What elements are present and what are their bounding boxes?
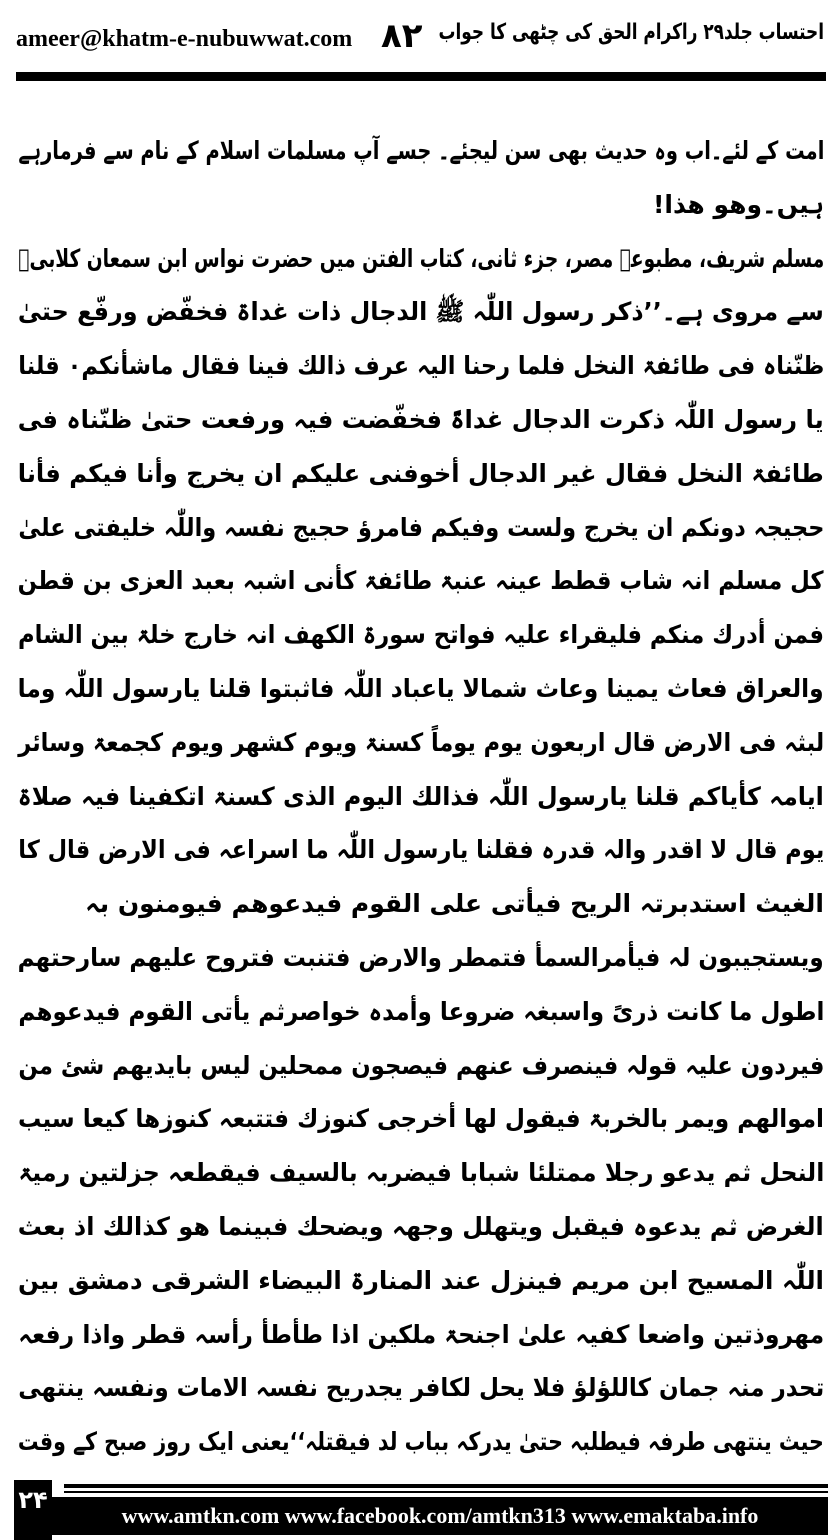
text-line: ایامہ کأیاکم قلنا یارسول اللّٰہ فذالك الیوم الذی کسنۃ اتکفینا فیہ صلاۃ [18, 781, 824, 811]
header-email: ameer@khatm-e-nubuwwat.com [16, 26, 353, 52]
text-line-wrapper [18, 554, 824, 608]
text-line: حجیجہ دونکم ان یخرج ولست وفیکم فامرؤ حجیج نفسہ واللّٰہ خلیفتی علیٰ [18, 512, 824, 542]
text-line: والعراق فعاث یمینا وعاث شمالا یاعباد اللّٰہ فاثبتوا قلنا یارسول اللّٰہ وما [18, 673, 824, 703]
text-line: ویستجیبون لہ فیأمرالسمأ فتمطر والارض فتنبت فتروح علیھم سارحتھم [18, 942, 824, 972]
text-line-wrapper [18, 662, 824, 716]
text-line: فمن أدرك منکم فلیقراء علیہ فواتح سورۃ الکھف انہ خارج خلۃ بین الشام [18, 620, 824, 650]
footer-links: www.amtkn.com www.facebook.com/amtkn313 www.emaktaba.info [52, 1497, 828, 1535]
text-line: لبثہ فی الارض قال اربعون یوم یوماً کسنۃ ویوم کشھر ویوم کجمعۃ وسائر [18, 727, 824, 757]
text-line-wrapper [18, 1415, 824, 1469]
header-book-title: احتساب جلد۲۹ راکرام الحق کی چٹھی کا جواب [438, 20, 824, 45]
text-line: یوم قال لا اقدر والہ قدرہ فقلنا یارسول اللّٰہ ما اسراعہ فی الارض قال کا [18, 835, 824, 865]
text-line-wrapper [18, 770, 824, 824]
footer-rule-thin [64, 1491, 828, 1493]
text-line: ہیں۔وھو ھذا! [653, 189, 824, 219]
text-line-wrapper [18, 1039, 824, 1093]
text-line-wrapper [18, 1092, 824, 1146]
text-line-wrapper [18, 447, 824, 501]
text-line: امت کے لئے۔اب وہ حدیث بھی سن لیجئے۔ جسے آپ مسلمات اسلام کے نام سے فرمارہے [18, 136, 824, 165]
text-line-wrapper [18, 716, 824, 770]
footer-rule [64, 1484, 828, 1488]
text-line-wrapper [18, 339, 824, 393]
text-line: طائفۃ النخل فقال غیر الدجال أخوفنی علیکم ان یخرج وأنا فیکم فأنا [18, 458, 824, 488]
text-line: فیردون علیہ قولہ فینصرف عنھم فیصجون ممحلین لیس بایدیھم شئ من [18, 1050, 824, 1080]
text-line-wrapper [18, 501, 824, 555]
text-line: اموالھم ویمر بالخربۃ فیقول لھا أخرجی کنوزك فتتبعہ کنوزھا کیعا سیب [18, 1104, 824, 1134]
text-line: اطول ما کانت ذریً واسبغہ ضروعا وأمدہ خواصرثم یأتی القوم فیدعوھم [18, 996, 824, 1026]
text-line-wrapper [18, 1254, 824, 1308]
text-line-wrapper [18, 1361, 824, 1415]
text-line-wrapper [18, 393, 824, 447]
text-line-wrapper [18, 285, 824, 339]
text-line: سے مروی ہے۔’’ذکر رسول اللّٰہ ﷺ الدجال ذات غداۃ فخفّض ورفّع حتیٰ [18, 297, 824, 327]
text-line-wrapper [18, 985, 824, 1039]
text-line: مھروذتین واضعا کفیہ علیٰ اجنحۃ ملکین اذا طأطأ رأسہ قطر واذا رفعہ [18, 1319, 824, 1349]
text-line-wrapper [18, 608, 824, 662]
text-line: اللّٰہ المسیح ابن مریم فینزل عند المنارۃ البیضاء الشرقی دمشق بین [18, 1265, 824, 1295]
text-line: تحدر منہ جمان کاللؤلؤ فلا یحل لکافر یجدریح نفسہ الامات ونفسہ ینتھی [18, 1373, 824, 1403]
footer-page-number: ۲۴ [14, 1480, 52, 1540]
text-line: الغیث استدبرتہ الریح فیأتی علی القوم فیدعوھم فیومنون بہ [85, 889, 824, 919]
page-header [16, 14, 824, 64]
text-line: حیث ینتھی طرفہ فیطلبہ حتیٰ یدرکہ بباب لد فیقتلہ‘‘یعنی ایک روز صبح کے وقت [18, 1427, 824, 1457]
text-line-wrapper [18, 178, 824, 232]
text-line-wrapper [18, 1200, 824, 1254]
text-line-wrapper [18, 124, 824, 178]
text-line-wrapper [18, 877, 824, 931]
text-line-wrapper [18, 823, 824, 877]
text-line: الغرض ثم یدعوہ فیقبل ویتھلل وجھہ ویضحك فبینما ھو کذالك اذ بعث [18, 1211, 824, 1241]
text-line-wrapper [18, 232, 824, 286]
page-body [18, 124, 824, 1469]
text-line: کل مسلم انہ شاب قطط عینہ عنبۃ طائفۃ کأنی اشبہ بعبد العزی بن قطن [18, 566, 824, 596]
text-line: النحل ثم یدعو رجلا ممتلئا شبابا فیضربہ بالسیف فیقطعہ جزلتین رمیۃ [18, 1158, 824, 1188]
text-line: یا رسول اللّٰہ ذکرت الدجال غداۃً فخفّضت فیہ ورفعت حتیٰ ظنّناہ فی [18, 404, 824, 434]
text-line-wrapper [18, 931, 824, 985]
text-line: مسلم شریف، مطبوعہ مصر، جزء ثانی، کتاب الفتن میں حضرت نواس ابن سمعان کلابیؓ [18, 243, 824, 273]
header-rule [16, 72, 826, 81]
text-line: ظنّناہ فی طائفۃ النخل فلما رحنا الیہ عرف ذالك فینا فقال ماشأنکم۰ قلنا [18, 351, 825, 381]
header-page-number: ۸۲ [381, 16, 423, 56]
text-line-wrapper [18, 1308, 824, 1362]
text-line-wrapper [18, 1146, 824, 1200]
